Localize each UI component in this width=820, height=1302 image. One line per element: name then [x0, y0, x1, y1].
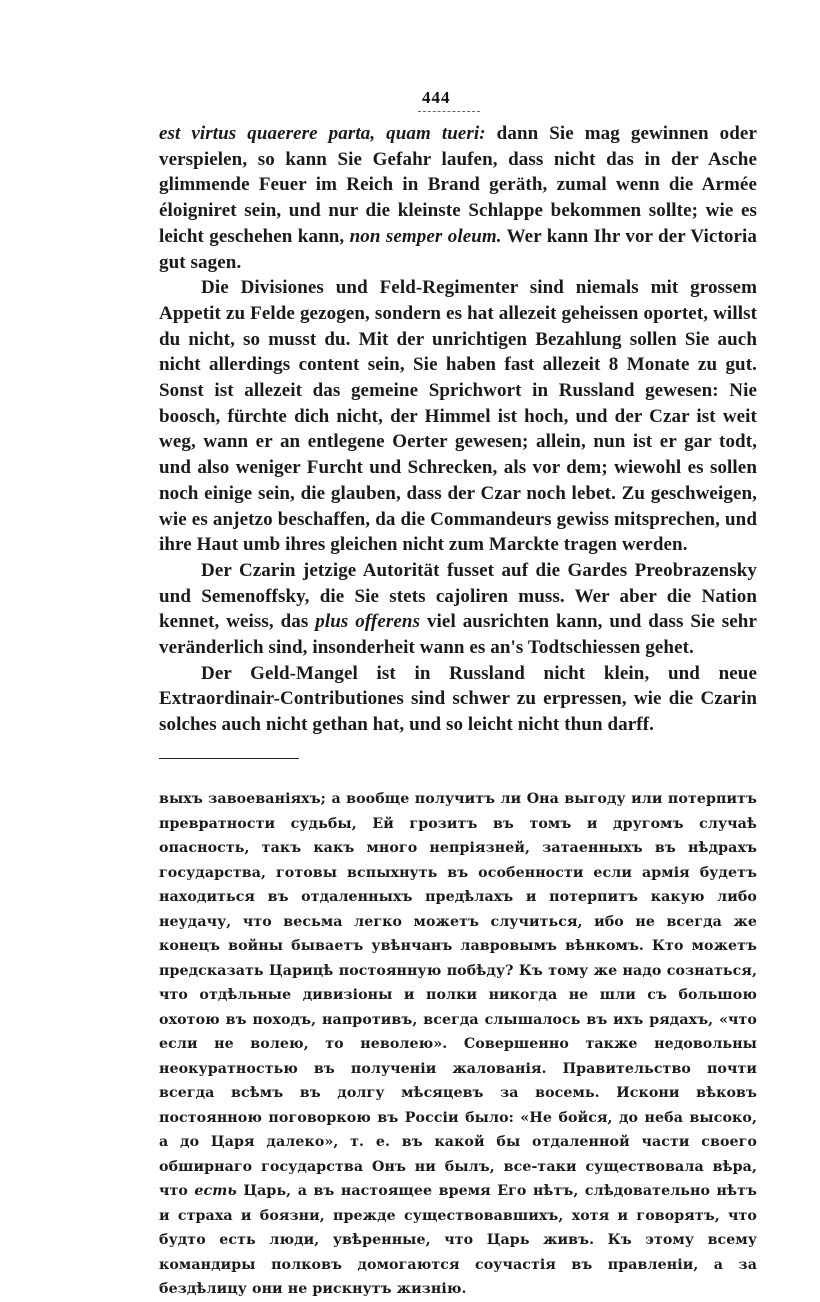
footnote-text: Царь, а въ настоящее время Его нѣтъ, слѣдовательно нѣтъ и страха и боязни, прежде существовавшихъ, хотя и говорятъ, что будто есть люди, увѣренные, что Царь живъ. Къ этому всему командиры полковъ домогаются соучастія въ правленіи, а за бездѣлицу они не рискнутъ жизнію.: [159, 1183, 757, 1297]
paragraph-1: [159, 121, 757, 275]
paragraph-text: Der Czarin jetzige Autorität fusset auf die Gardes Preobrazensky und Semenoffsky, die Sie stets cajoliren muss. Wer aber die Nation kennet, weiss, das: [159, 559, 757, 633]
paragraph-text: Wer kann Ihr vor der Victoria gut sagen.: [159, 225, 757, 273]
main-text: [159, 121, 757, 738]
latin-phrase: non semper oleum.: [349, 225, 502, 247]
page-number-rule: [418, 111, 480, 112]
footnote-emphasis: есть: [194, 1183, 237, 1199]
paragraph-2: Die Divisiones und Feld-Regimenter sind niemals mit grossem Appetit zu Felde gezogen, sondern es hat allezeit geheissen oportet, willst du nicht, so musst du. Mit der unrichtigen Bezahlung sollen Sie auch nicht allerdings content sein, Sie haben fast allezeit 8 Monate zu gut. Sonst ist allezeit das gemeine Sprichwort in Russland gewesen: Nie boosch, fürchte dich nicht, der Himmel ist hoch, und der Czar ist weit weg, wann er an entlegene Oerter gewesen; allein, nun ist er gar todt, und also weniger Furcht und Schrecken, als vor dem; wiewohl es sollen noch einige sein, die glauben, dass der Czar noch lebet. Zu geschweigen, wie es anjetzo beschaffen, da die Commandeurs gewiss mitsprechen, und ihre Haut umb ihres gleichen nicht zum Marckte tragen werden.: [159, 277, 757, 556]
latin-phrase: plus offerens: [315, 611, 421, 633]
footnote-text: выхъ завоеваніяхъ; а вообще получитъ ли Она выгоду или потерпитъ превратности судьбы, Ей грозитъ въ томъ и другомъ случаѣ опасность, такъ какъ много непріязней, затаенныхъ въ нѣдрахъ государства, готовы вспыхнуть въ особенности если армія будетъ находиться въ отдаленныхъ предѣлахъ и потерпитъ какую либо неудачу, что весьма легко можетъ случиться, ибо не всегда же конецъ войны бываетъ увѣнчанъ лавровымъ вѣнкомъ. Кто можетъ предсказать Царицѣ постоянную побѣду? Къ тому же надо сознаться, что отдѣльные дивизіоны и полки никогда не шли съ большою охотою въ походъ, напротивъ, всегда слышалось въ ихъ рядахъ, «что если не волею, то неволею». Совершенно также недовольны неокуратностью въ полученіи жалованія. Правительство почти всегда всѣмъ въ долгу мѣсяцевъ за восемь. Искони вѣковъ постоянною поговоркою въ Россіи было: «Не бойся, до неба высоко, а до Царя далеко», т. е. въ какой бы отдаленной части своего обширнаго государства Онъ ни былъ, все-таки существовала вѣра, что: [159, 791, 757, 1199]
latin-phrase: est virtus quaerere parta, quam tueri:: [159, 123, 486, 144]
footnote-rule: [159, 758, 299, 759]
page-number: 444: [422, 88, 451, 107]
footnote-paragraph: [159, 787, 757, 1302]
footnote: [159, 787, 757, 1302]
page-header: [400, 88, 490, 108]
paragraph-text: viel ausrichten kann, und dass Sie sehr veränderlich sind, insonderheit wann es an's Todtschiessen gehet.: [159, 611, 757, 659]
paragraph-text: dann Sie mag gewinnen oder verspielen, so kann Sie Gefahr laufen, dass nicht das in der Asche glimmende Feuer im Reich in Brand geräth, zumal wenn die Armée éloigniret sein, und nur die kleinste Schlappe bekommen sollte; wie es leicht geschehen kann,: [159, 123, 757, 247]
paragraph-4: Der Geld-Mangel ist in Russland nicht klein, und neue Extraordinair-Contributiones sind schwer zu erpressen, wie die Czarin solches auch nicht gethan hat, und so leicht nicht thun darff.: [159, 662, 757, 736]
paragraph-3: [159, 558, 757, 661]
